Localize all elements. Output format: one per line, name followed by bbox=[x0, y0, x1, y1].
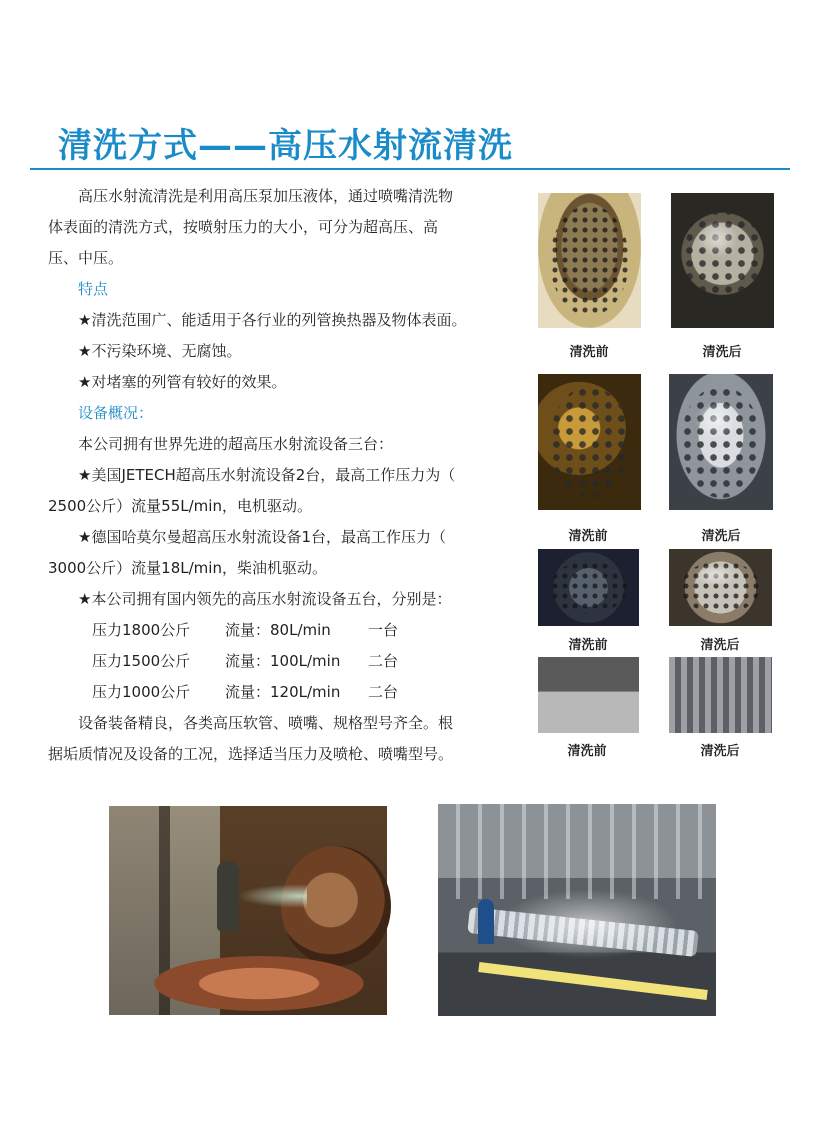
equipment-line: 2500公斤）流量55L/min，电机驱动。 bbox=[48, 497, 312, 515]
after-caption: 清洗后 bbox=[700, 744, 740, 759]
worker-figure bbox=[478, 899, 494, 944]
after-photo bbox=[669, 657, 772, 733]
flow-cell: 流量：120L/min bbox=[225, 683, 341, 701]
water-mist bbox=[498, 889, 678, 959]
pressure-cell: 压力1500公斤 bbox=[92, 652, 191, 670]
before-photo bbox=[538, 374, 641, 510]
before-caption: 清洗前 bbox=[568, 638, 608, 653]
caution-tape bbox=[478, 962, 708, 1000]
water-spray bbox=[237, 884, 307, 908]
feature-item: ★清洗范围广、能适用于各行业的列管换热器及物体表面。 bbox=[78, 311, 467, 329]
overhead-pipes bbox=[438, 804, 716, 899]
flow-cell: 流量：100L/min bbox=[225, 652, 341, 670]
page-title: 清洗方式——高压水射流清洗 bbox=[58, 126, 513, 166]
equipment-line: ★德国哈莫尔曼超高压水射流设备1台，最高工作压力（ bbox=[78, 528, 446, 546]
before-photo bbox=[538, 657, 639, 733]
count-cell: 二台 bbox=[368, 683, 399, 701]
feature-item: ★不污染环境、无腐蚀。 bbox=[78, 342, 242, 360]
worker-figure bbox=[217, 861, 239, 931]
equipment-heading: 设备概况： bbox=[78, 404, 154, 422]
equipment-line: 3000公斤）流量18L/min，柴油机驱动。 bbox=[48, 559, 327, 577]
equipment-line: ★本公司拥有国内领先的高压水射流设备五台，分别是： bbox=[78, 590, 452, 608]
before-photo bbox=[538, 549, 639, 626]
equipment-line: 本公司拥有世界先进的超高压水射流设备三台： bbox=[78, 435, 394, 453]
closing-line: 设备装备精良，各类高压软管、喷嘴、规格型号齐全。根 bbox=[78, 714, 454, 732]
intro-line: 体表面的清洗方式，按喷射压力的大小，可分为超高压、高 bbox=[48, 218, 439, 236]
equipment-line: ★美国JETECH超高压水射流设备2台，最高工作压力为（ bbox=[78, 466, 456, 484]
feature-item: ★对堵塞的列管有较好的效果。 bbox=[78, 373, 287, 391]
intro-line: 压、中压。 bbox=[48, 249, 124, 267]
site-photo-bundle-cleaning bbox=[438, 804, 716, 1016]
after-photo bbox=[669, 374, 773, 510]
before-caption: 清洗前 bbox=[567, 744, 607, 759]
site-photo-vessel-cleaning bbox=[109, 806, 387, 1015]
after-caption: 清洗后 bbox=[701, 529, 741, 544]
closing-line: 据垢质情况及设备的工况，选择适当压力及喷枪、喷嘴型号。 bbox=[48, 745, 454, 763]
before-photo bbox=[538, 193, 641, 328]
title-divider bbox=[30, 168, 790, 170]
after-caption: 清洗后 bbox=[702, 345, 742, 360]
after-caption: 清洗后 bbox=[700, 638, 740, 653]
vessel-head-shape bbox=[154, 956, 364, 1011]
pressure-cell: 压力1800公斤 bbox=[92, 621, 191, 639]
before-caption: 清洗前 bbox=[569, 345, 609, 360]
count-cell: 一台 bbox=[368, 621, 399, 639]
count-cell: 二台 bbox=[368, 652, 399, 670]
after-photo bbox=[671, 193, 774, 328]
flow-cell: 流量：80L/min bbox=[225, 621, 331, 639]
before-caption: 清洗前 bbox=[568, 529, 608, 544]
features-heading: 特点 bbox=[78, 280, 109, 298]
intro-line: 高压水射流清洗是利用高压泵加压液体，通过喷嘴清洗物 bbox=[78, 187, 454, 205]
pressure-cell: 压力1000公斤 bbox=[92, 683, 191, 701]
after-photo bbox=[669, 549, 772, 626]
